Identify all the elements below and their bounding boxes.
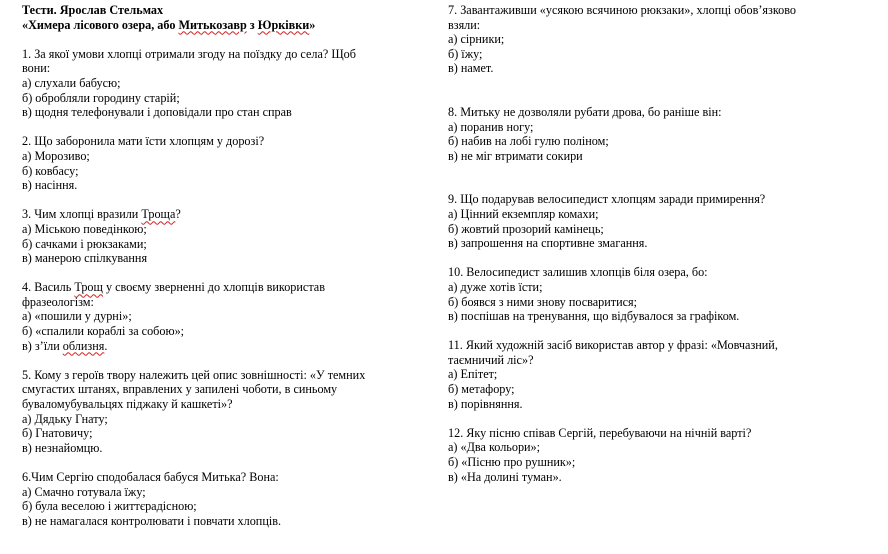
question-6 xyxy=(22,470,422,528)
title-line-2 xyxy=(22,18,422,33)
question-11-prompt-cont: таємничий ліс»? xyxy=(448,352,534,367)
question-7-prompt: 7. Завантаживши «усякою всячиною рюкзаки», хлопці обов’язково xyxy=(448,3,796,17)
question-7 xyxy=(448,3,873,76)
question-1 xyxy=(22,47,422,120)
question-5-option-b: б) Гнатовичу; xyxy=(22,426,93,441)
question-8-option-b: б) набив на лобі гулю поліном; xyxy=(448,134,609,149)
question-8-prompt: 8. Митьку не дозволяли рубати дрова, бо раніше він: xyxy=(448,104,722,119)
question-5-option-c: в) незнайомцю. xyxy=(22,440,103,455)
question-8-option-a: а) поранив ногу; xyxy=(448,119,534,134)
title-name-yurkivka: Юрківки xyxy=(257,17,310,32)
question-9-option-b: б) жовтий прозорий камінець; xyxy=(448,221,604,236)
question-3-option-b: б) сачками і рюкзаками; xyxy=(22,236,147,251)
question-8 xyxy=(448,105,873,163)
right-column xyxy=(448,3,873,484)
question-5-prompt-cont: буваломубувальцях піджаку й кашкеті»? xyxy=(22,397,233,412)
question-10-option-b: б) боявся з ними знову посваритися; xyxy=(448,294,638,309)
question-11-option-b: б) метафору; xyxy=(448,382,515,397)
question-7-option-b: б) їжу; xyxy=(448,46,483,61)
question-6-option-c: в) не намагалася контролювати і повчати хлопців. xyxy=(22,513,282,528)
question-3-name-trosch: Троща xyxy=(141,207,176,222)
question-3-option-a: а) Міською поведінкою; xyxy=(22,221,147,236)
question-5 xyxy=(22,368,422,456)
question-1-prompt-cont: вони: xyxy=(22,61,51,76)
question-2-option-b: б) ковбасу; xyxy=(22,163,79,178)
question-4-option-b: б) «спалили кораблі за собою»; xyxy=(22,324,185,339)
question-9 xyxy=(448,192,873,250)
question-12-option-b: б) «Пісню про рушник»; xyxy=(448,455,576,470)
question-4-prompt xyxy=(22,280,422,295)
question-4-word-oblyznia: облизня xyxy=(62,338,105,353)
title-text: » xyxy=(309,17,316,32)
question-3-prompt-text: ? xyxy=(175,207,181,222)
question-5-prompt: 5. Кому з героїв твору належить цей опис зовнішності: «У темних xyxy=(22,367,366,382)
title-text: «Химера лісового озера, або xyxy=(22,17,179,32)
question-11-option-a: а) Епітет; xyxy=(448,367,498,382)
question-4 xyxy=(22,280,422,353)
question-4-prompt-text: у своєму зверненні до хлопців використав xyxy=(102,280,325,295)
question-1-option-a: а) слухали бабусю; xyxy=(22,75,121,90)
question-4-option-c-text: в) з’їли xyxy=(22,338,63,353)
question-7-option-a: а) сірники; xyxy=(448,32,505,47)
question-12-prompt: 12. Яку пісню співав Сергій, перебуваючи на нічній варті? xyxy=(448,425,752,440)
question-4-option-c xyxy=(22,339,422,354)
question-12 xyxy=(448,426,873,484)
question-9-prompt: 9. Що подарував велосипедист хлопцям заради примирення? xyxy=(448,192,766,207)
question-1-option-c: в) щодня телефонували і доповідали про стан справ xyxy=(22,105,292,120)
question-6-option-a: а) Смачно готувала їжу; xyxy=(22,484,146,499)
question-2-option-a: а) Морозиво; xyxy=(22,148,90,163)
question-10-option-a: а) дуже хотів їсти; xyxy=(448,279,543,294)
question-7-prompt-cont: взяли: xyxy=(448,17,481,32)
question-4-prompt-cont: фразеологізм: xyxy=(22,294,94,309)
title-text: з xyxy=(246,17,258,32)
question-3-option-c: в) манерою спілкування xyxy=(22,251,148,266)
question-2-prompt: 2. Що заборонила мати їсти хлопцям у дорозі? xyxy=(22,134,265,149)
question-11-prompt: 11. Який художній засіб використав автор у фразі: «Мовчазний, xyxy=(448,338,778,353)
question-4-option-a: а) «пошили у дурні»; xyxy=(22,309,132,324)
question-1-prompt: 1. За якої умови хлопці отримали згоду на поїздку до села? Щоб xyxy=(22,46,356,61)
question-9-option-c: в) запрошення на спортивне змагання. xyxy=(448,236,648,251)
question-6-prompt: 6.Чим Сергію сподобалася бабуся Митька? Вона: xyxy=(22,470,279,484)
question-10 xyxy=(448,265,873,323)
question-1-option-b: б) обробляли городину старій; xyxy=(22,90,180,105)
question-3-prompt-text: 3. Чим хлопці вразили xyxy=(22,207,142,222)
question-9-option-a: а) Цінний екземпляр комахи; xyxy=(448,206,599,221)
question-4-name-trosch: Трощ xyxy=(74,280,103,295)
question-10-option-c: в) поспішав на тренування, що відбувалося за графіком. xyxy=(448,309,740,324)
question-2 xyxy=(22,134,422,192)
title-name-mytkozavr: Митькозавр xyxy=(178,17,247,32)
question-6-option-b: б) була веселою і життєрадісною; xyxy=(22,499,197,514)
question-5-prompt-cont: смугастих штанях, вправлених у запилені чоботи, в синьому xyxy=(22,382,338,397)
question-11 xyxy=(448,338,873,411)
question-3 xyxy=(22,207,422,265)
question-8-option-c: в) не міг втримати сокири xyxy=(448,148,583,163)
question-4-prompt-text: 4. Василь xyxy=(22,280,75,295)
question-12-option-c: в) «На долині туман». xyxy=(448,469,562,484)
question-11-option-c: в) порівняння. xyxy=(448,396,523,411)
question-12-option-a: а) «Два кольори»; xyxy=(448,440,541,455)
question-5-option-a: а) Дядьку Гнату; xyxy=(22,411,108,426)
left-column xyxy=(22,3,422,528)
document-title xyxy=(22,3,422,32)
question-10-prompt: 10. Велосипедист залишив хлопців біля озера, бо: xyxy=(448,265,708,280)
question-2-option-c: в) насіння. xyxy=(22,178,78,193)
question-3-prompt xyxy=(22,207,422,222)
question-4-option-c-text: . xyxy=(104,338,108,353)
title-line-1: Тести. Ярослав Стельмах xyxy=(22,3,164,17)
question-7-option-c: в) намет. xyxy=(448,61,494,76)
